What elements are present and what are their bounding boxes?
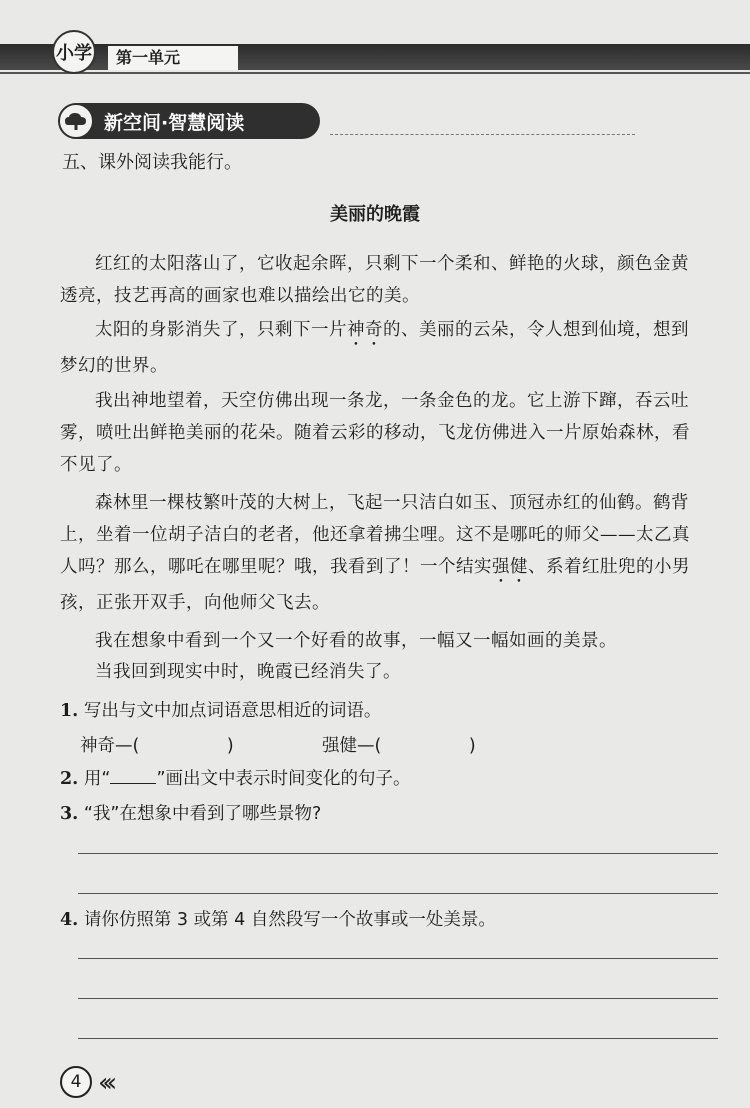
q1-blank-qiangjian[interactable]: 强健—( ) xyxy=(322,736,476,756)
section-title: 新空间·智慧阅读 xyxy=(104,111,245,134)
paragraph-2: 太阳的身影消失了，只剩下一片神奇的、美丽的云朵，令人想到仙境，想到梦幻的世界。 xyxy=(60,320,689,376)
paragraph-3: 我出神地望着，天空仿佛出现一条龙，一条金色的龙。它上游下蹿，吞云吐雾，喷吐出鲜艳美丽的花朵。随着云彩的移动，飞龙仿佛进入一片原始森林，看不见了。 xyxy=(60,391,690,475)
dotted-word-qiangjian: 强健 xyxy=(492,557,528,577)
section-banner xyxy=(60,103,320,139)
question-1: 1. 写出与文中加点词语意思相近的词语。 xyxy=(60,701,382,721)
underline-sample xyxy=(110,782,156,784)
exercise-heading: 五、课外阅读我能行。 xyxy=(62,152,242,173)
passage-title: 美丽的晚霞 xyxy=(330,204,420,225)
question-3: 3. “我”在想象中看到了哪些景物? xyxy=(60,804,322,824)
question-4: 4. 请你仿照第 3 或第 4 自然段写一个故事或一处美景。 xyxy=(60,910,496,930)
cloud-tree-icon xyxy=(58,103,94,139)
paragraph-5: 我在想象中看到一个又一个好看的故事，一幅又一幅如画的美景。 xyxy=(95,631,617,651)
paragraph-1: 红红的太阳落山了，它收起余晖，只剩下一个柔和、鲜艳的火球，颜色金黄透亮，技艺再高的画家也难以描绘出它的美。 xyxy=(60,254,689,306)
q1-blank-shenqi[interactable]: 神奇—( ) xyxy=(80,736,234,756)
paragraph-4: 森林里一棵枝繁叶茂的大树上，飞起一只洁白如玉、顶冠赤红的仙鹤。鹤背上，坐着一位胡子洁白的老者，他还拿着拂尘哩。这不是哪吒的师父——太乙真人吗？那么，哪吒在哪里呢？哦，我看到了！一个结实强健、系着红肚兜的小男孩，正张开双手，向他师父飞去。 xyxy=(60,493,690,613)
question-2: 2. 用“ ”画出文中表示时间变化的句子。 xyxy=(60,769,411,789)
answer-line[interactable] xyxy=(78,853,718,854)
page-number: 4 xyxy=(60,1066,92,1098)
answer-line[interactable] xyxy=(78,958,718,959)
dotted-word-shenqi: 神奇 xyxy=(347,320,383,340)
unit-label: 第一单元 xyxy=(108,46,238,70)
chevron-left-icon: ‹‹‹ xyxy=(98,1068,112,1098)
grade-badge: 小学 xyxy=(52,30,96,74)
banner-divider xyxy=(330,134,635,135)
paragraph-6: 当我回到现实中时，晚霞已经消失了。 xyxy=(95,662,401,682)
answer-line[interactable] xyxy=(78,1038,718,1039)
answer-line[interactable] xyxy=(78,893,718,894)
answer-line[interactable] xyxy=(78,998,718,999)
